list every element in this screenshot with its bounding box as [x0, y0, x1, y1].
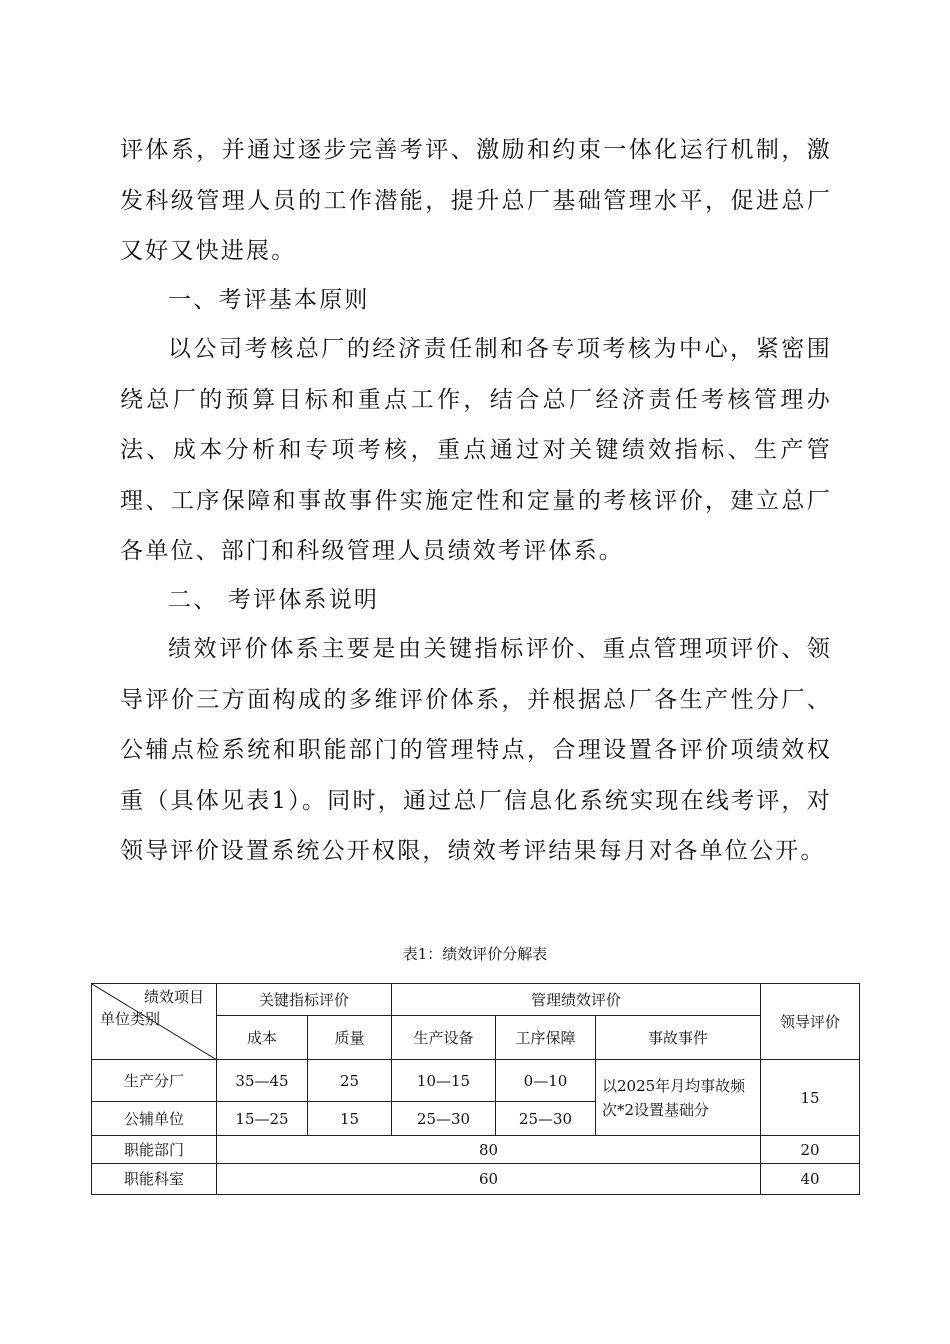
row-unit-label: 公辅单位	[92, 1102, 217, 1136]
paragraph-principles: 以公司考核总厂的经济责任制和各专项考核为中心，紧密围绕总厂的预算目标和重点工作，结合总厂经济责任考核管理办法、成本分析和专项考核，重点通过对关键绩效指标、生产管理、工序保障和事故事件实施定性和定量的考核评价，建立总厂各单位、部门和科级管理人员绩效考评体系。	[120, 336, 832, 564]
cell-cost: 15—25	[217, 1102, 308, 1136]
cell-process: 25—30	[496, 1102, 596, 1136]
cell-quality: 25	[308, 1060, 392, 1102]
header-accident: 事故事件	[596, 1016, 761, 1060]
table-corner-cell	[92, 984, 217, 1060]
paragraph-system: 绩效评价体系主要是由关键指标评价、重点管理项评价、领导评价三方面构成的多维评价体系，并根据总厂各生产性分厂、公辅点检系统和职能部门的管理特点，合理设置各评价项绩效权重（具体见表1）。同时，通过总厂信息化系统实现在线考评，对领导评价设置系统公开权限，绩效考评结果每月对各单位公开。	[120, 636, 832, 864]
cell-combined: 80	[217, 1136, 761, 1164]
row-unit-label: 职能科室	[92, 1164, 217, 1195]
corner-label-units: 单位类别	[100, 1010, 161, 1028]
header-leader: 领导评价	[761, 984, 860, 1060]
cell-leader: 20	[761, 1136, 860, 1164]
header-key-indicators: 关键指标评价	[217, 984, 392, 1016]
header-quality: 质量	[308, 1016, 392, 1060]
header-process: 工序保障	[496, 1016, 596, 1060]
row-unit-label: 职能部门	[92, 1136, 217, 1164]
cell-quality: 15	[308, 1102, 392, 1136]
cell-combined: 60	[217, 1164, 761, 1195]
cell-cost: 35—45	[217, 1060, 308, 1102]
cell-equipment: 25—30	[392, 1102, 496, 1136]
row-unit-label: 生产分厂	[92, 1060, 217, 1102]
header-management: 管理绩效评价	[392, 984, 761, 1016]
paragraph-intro: 评体系，并通过逐步完善考评、激励和约束一体化运行机制，激发科级管理人员的工作潜能，提升总厂基础管理水平，促进总厂又好又快进展。	[120, 137, 832, 264]
cell-accident-note: 以2025年月均事故频次*2设置基础分	[596, 1060, 761, 1136]
cell-leader-shared: 15	[761, 1060, 860, 1136]
cell-equipment: 10—15	[392, 1060, 496, 1102]
section-heading-principles: 一、考评基本原则	[168, 287, 370, 313]
corner-label-items: 绩效项目	[143, 988, 204, 1006]
header-equipment: 生产设备	[392, 1016, 496, 1060]
section-heading-system: 二、 考评体系说明	[168, 587, 380, 613]
cell-process: 0—10	[496, 1060, 596, 1102]
header-cost: 成本	[217, 1016, 308, 1060]
table-caption: 表1：绩效评价分解表	[402, 945, 548, 963]
cell-leader: 40	[761, 1164, 860, 1195]
performance-table	[91, 983, 860, 1195]
